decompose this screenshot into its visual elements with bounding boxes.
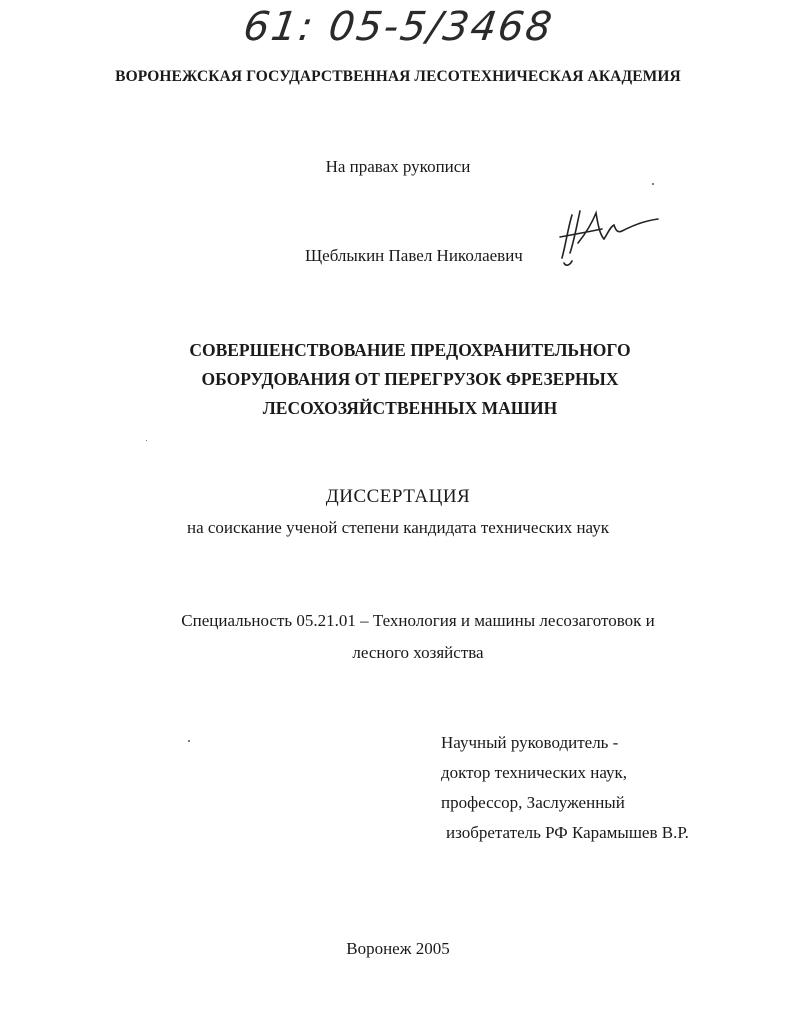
handwritten-catalog-code: 61: 05-5/3468 (240, 4, 557, 50)
work-type-heading: ДИССЕРТАЦИЯ (325, 486, 471, 507)
degree-line: на соискание ученой степени кандидата технических наук (186, 518, 609, 537)
title-line: ЛЕСОХОЗЯЙСТВЕННЫХ МАШИН (262, 398, 558, 418)
specialty-line: лесного хозяйства (352, 643, 484, 662)
title-line: СОВЕРШЕНСТВОВАНИЕ ПРЕДОХРАНИТЕЛЬНОГО (189, 340, 631, 360)
supervisor-line: Научный руководитель - (441, 733, 619, 752)
specialty-line: Специальность 05.21.01 – Технология и машины лесозаготовок и (181, 611, 655, 630)
supervisor-line: профессор, Заслуженный (441, 793, 625, 812)
manuscript-note: На правах рукописи (325, 157, 471, 176)
scan-speck (652, 183, 654, 185)
supervisor-line: изобретатель РФ Карамышев В.Р. (446, 823, 689, 842)
specialty-block (0, 605, 796, 669)
author-name: Щеблыкин Павел Николаевич (305, 246, 523, 265)
organization-name: ВОРОНЕЖСКАЯ ГОСУДАРСТВЕННАЯ ЛЕСОТЕХНИЧЕСКАЯ АКАДЕМИЯ (115, 68, 681, 85)
signature-icon (552, 203, 662, 271)
supervisor-line: доктор технических наук, (441, 763, 628, 782)
scan-speck (146, 440, 147, 441)
dissertation-title (0, 336, 796, 423)
scan-speck (188, 740, 190, 742)
supervisor-block (441, 728, 689, 848)
title-line: ОБОРУДОВАНИЯ ОТ ПЕРЕГРУЗОК ФРЕЗЕРНЫХ (201, 369, 619, 389)
city-year: Воронеж 2005 (346, 939, 450, 958)
